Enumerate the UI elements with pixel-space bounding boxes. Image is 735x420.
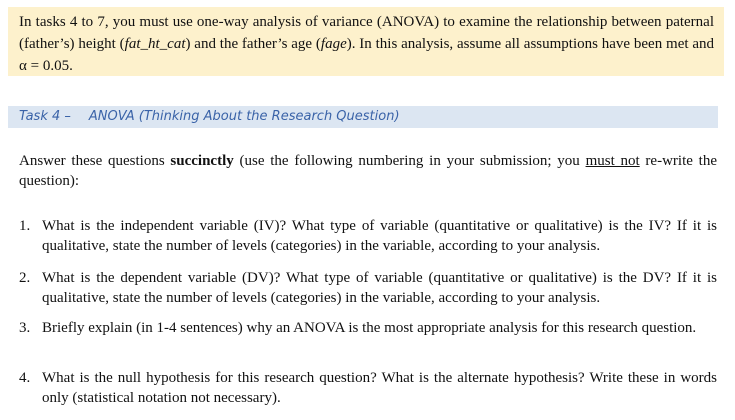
task-4-heading: [8, 106, 718, 128]
answer-underline: must not: [585, 153, 640, 169]
answer-text-1: Answer these questions: [19, 153, 171, 169]
task-title: ANOVA (Thinking About the Research Question): [88, 109, 400, 124]
question-item-4: [19, 368, 717, 408]
intro-text-3: ). In this analysis, assume all assumptions have been met and α = 0.05.: [19, 36, 715, 74]
question-item-2: [19, 268, 717, 308]
intro-text-1: In tasks 4 to 7, you must use one-way analysis of variance (ANOVA) to examine the relationship between paternal (father’s) height (: [19, 14, 714, 52]
question-text: What is the null hypothesis for this research question? What is the alternate hypothesis? Write these in words only (statistical notation not necessary).: [42, 370, 717, 406]
question-item-3: [19, 318, 717, 338]
question-text: What is the independent variable (IV)? What type of variable (quantitative or qualitative) is the IV? If it is qualitative, state the number of levels (categories) in the variable, according to your analysis.: [42, 218, 717, 254]
question-text: What is the dependent variable (DV)? What type of variable (quantitative or qualitative) is the DV? If it is qualitative, state the number of levels (categories) in the variable, according to your analysis.: [42, 270, 717, 306]
answer-instructions: [19, 151, 717, 191]
intro-text-2: ) and the father’s age (: [185, 36, 321, 52]
variable-fat-ht-cat: fat_ht_cat: [124, 36, 186, 52]
question-number: 1.: [19, 218, 31, 234]
variable-fage: fage: [320, 36, 347, 52]
question-item-1: [19, 216, 717, 256]
answer-text-2: (use the following numbering in your submission; you: [233, 153, 586, 169]
question-text: Briefly explain (in 1-4 sentences) why an ANOVA is the most appropriate analysis for this research question.: [42, 320, 697, 336]
task-label: Task 4 –: [19, 109, 71, 124]
answer-text-3: re-write the question):: [19, 153, 717, 189]
question-number: 2.: [19, 270, 31, 286]
instructions-box: [8, 7, 724, 76]
question-number: 4.: [19, 370, 31, 386]
question-number: 3.: [19, 320, 31, 336]
answer-bold: succinctly: [170, 153, 234, 169]
